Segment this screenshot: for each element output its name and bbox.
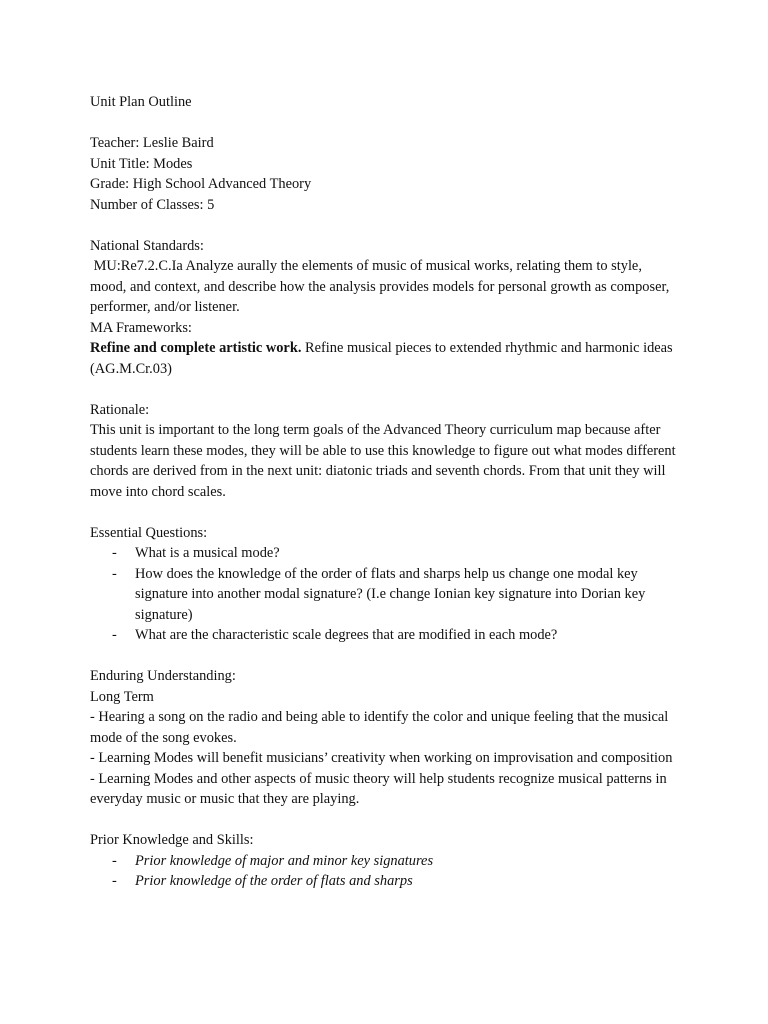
national-standards-text: MU:Re7.2.C.Ia Analyze aurally the elements of music of musical works, relating them to style, mood, and context, and describe how the analysis provides models for personal growth as composer, performer, and/or listener. — [90, 258, 673, 315]
list-item — [90, 625, 678, 646]
essential-questions-list — [90, 543, 678, 646]
essential-questions-heading: Essential Questions: — [90, 524, 208, 541]
dash-marker: - — [112, 873, 117, 889]
list-item — [90, 564, 678, 626]
ma-frameworks-bold: Refine and complete artistic work. — [90, 340, 302, 356]
list-item-text: What are the characteristic scale degrees that are modified in each mode? — [135, 627, 558, 643]
document-title: Unit Plan Outline — [90, 94, 192, 110]
long-term-subheading: Long Term — [90, 688, 154, 705]
list-item — [90, 851, 678, 872]
spacer — [90, 215, 678, 236]
spacer — [90, 502, 678, 523]
ma-frameworks-paragraph — [90, 338, 678, 379]
list-item-text: What is a musical mode? — [135, 545, 280, 561]
classes-line: Number of Classes: 5 — [90, 196, 215, 213]
rationale-text: This unit is important to the long term goals of the Advanced Theory curriculum map because after students learn these modes, they will be able to use this knowledge to figure out what modes different chords are derived from in the next unit: diatonic triads and seventh chords. From that unit they will move into chord scales. — [90, 422, 676, 500]
list-item — [90, 871, 678, 892]
enduring-item: - Learning Modes and other aspects of music theory will help students recognize musical patterns in everyday music or music that they are playing. — [90, 770, 667, 807]
unit-title-line: Unit Title: Modes — [90, 155, 193, 172]
dash-marker: - — [112, 852, 117, 869]
spacer — [90, 810, 678, 831]
spacer — [90, 113, 678, 134]
dash-marker: - — [112, 545, 117, 561]
enduring-item: - Learning Modes will benefit musicians’ creativity when working on improvisation and composition — [90, 750, 673, 766]
teacher-line: Teacher: Leslie Baird — [90, 135, 214, 151]
enduring-item: - Hearing a song on the radio and being able to identify the color and unique feeling that the musical mode of the song evokes. — [90, 709, 669, 746]
grade-line: Grade: High School Advanced Theory — [90, 176, 312, 192]
list-item — [90, 543, 678, 564]
list-item-text: Prior knowledge of the order of flats and sharps — [135, 873, 413, 889]
spacer — [90, 379, 678, 400]
prior-knowledge-list — [90, 851, 678, 892]
dash-marker: - — [112, 565, 117, 582]
spacer — [90, 646, 678, 667]
rationale-heading: Rationale: — [90, 401, 150, 418]
ma-frameworks-heading: MA Frameworks: — [90, 319, 192, 336]
list-item-text: Prior knowledge of major and minor key signatures — [135, 852, 434, 869]
prior-knowledge-heading: Prior Knowledge and Skills: — [90, 832, 254, 848]
enduring-understanding-heading: Enduring Understanding: — [90, 668, 236, 684]
dash-marker: - — [112, 627, 117, 643]
list-item-text: How does the knowledge of the order of flats and sharps help us change one modal key signature into another modal signature? (I.e change Ionian key signature into Dorian key signature) — [135, 565, 646, 623]
ma-frameworks-text: Refine musical pieces to extended rhythmic and harmonic ideas (AG.M.Cr.03) — [90, 340, 680, 377]
national-standards-heading: National Standards: — [90, 237, 204, 254]
